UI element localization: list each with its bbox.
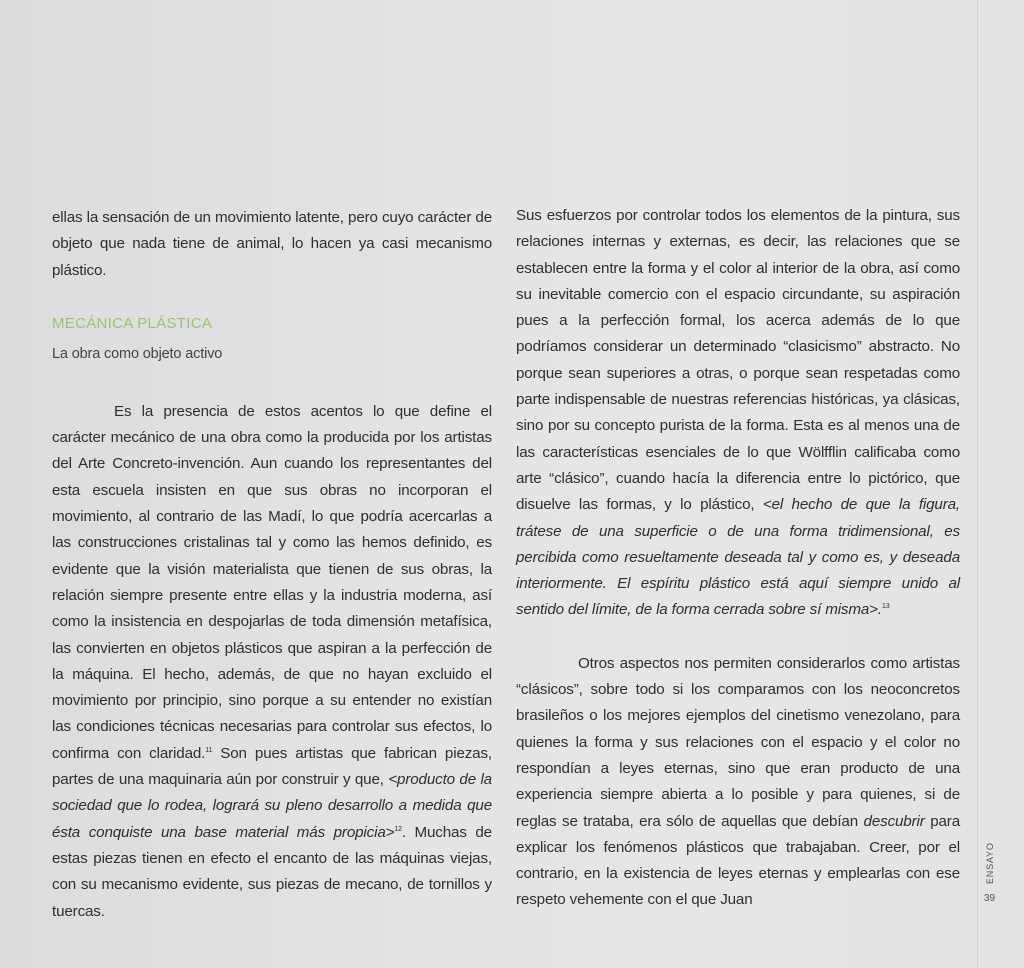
right-p1-text: Sus esfuerzos por controlar todos los elementos de la pintura, sus relaciones internas y externas, es decir, las relaciones que se establecen entre la forma y el color al interior de la obra, así como su inevitable comercio con el espacio circundante, su aspiración pues a la perfección formal, los acerca además de lo que podríamos considerar un determinado “clasicismo” abstracto. No porque sean superiores a otras, o porque sean respetadas como parte indispensable de nuestras referencias históricas, ya clásicas, sino por su concepto purista de la forma. Esta es al menos una de las características esenciales de lo que Wölfflin calificaba como arte “clásico”, cuando hacía la diferencia entre lo pictórico, que disuelve las formas, y lo plástico, (516, 207, 960, 514)
body-text-part2: Son pues artistas que fabrican piezas, partes de una maquinaria aún por construir y que, (52, 744, 492, 789)
right-column (516, 203, 960, 914)
left-column (52, 205, 492, 925)
footnote-ref-13: 13 (881, 603, 890, 611)
intro-paragraph: ellas la sensación de un movimiento latente, pero cuyo carácter de objeto que nada tiene de animal, lo hacen ya casi mecanismo plástico. (52, 209, 492, 279)
body-text-part1: Es la presencia de estos acentos lo que define el carácter mecánico de una obra como la producida por los artistas del Arte Concreto-invención. Aun cuando los representantes del esta escuela insisten en que sus obras no incorporan el movimiento, al contrario de las Madí, lo que podría acercarlas a las construcciones cristalinas tal y como las hemos definido, es evidente que la visión materialista que tienen de sus obras, la relación siempre presente entre ellas y la industria moderna, así como la insistencia en despojarlas de toda dimensión metafísica, las convierten en objetos plásticos que aspiran a la perfección de la máquina. El hecho, además, de que no hayan excluido el movimiento por principio, sino porque a su entender no existían las condiciones técnicas necesarias para controlar sus efectos, lo confirma con claridad. (52, 402, 492, 762)
right-p2-part1: Otros aspectos nos permiten considerarlos como artistas “clásicos”, sobre todo si los comparamos con los neoconcretos brasileños o los mejores ejemplos del cinetismo venezolano, para quienes la forma y sus relaciones con el espacio y el color no respondían a leyes eternas, sino que eran producto de una experiencia siempre abierta a lo posible y para quienes, si de reglas se trataba, era sólo de aquellas que debían (516, 654, 960, 830)
footnote-ref-12: 12 (394, 825, 402, 833)
right-paragraph-2 (516, 651, 960, 914)
body-paragraph (52, 399, 492, 925)
right-p2-part2: para explicar los fenómenos plásticos que trabajaban. Creer, por el contrario, en la existencia de leyes eternas y emplearlas con ese respeto vehemente con el que Juan (516, 812, 960, 909)
page-number: 39 (984, 893, 996, 904)
right-p2-italic: descubrir (863, 812, 925, 830)
footnote-ref-11: 11 (205, 746, 213, 754)
right-p1-quote: <el hecho de que la figura, trátese de una superficie o de una forma tridimensional, es percibida como resueltamente deseada tal y como es, y deseada interiormente. El espíritu plástico está aquí siempre unido al sentido del límite, de la forma cerrada sobre sí misma>. (516, 496, 960, 619)
section-subtitle: La obra como objeto activo (52, 345, 223, 362)
body-text-part3: . Muchas de estas piezas tienen en efecto el encanto de las máquinas viejas, con su mecanismo evidente, sus piezas de mecano, de tornillos y tuercas. (52, 823, 492, 920)
section-side-label: ENSAYO (985, 842, 995, 884)
right-paragraph-1 (516, 203, 960, 624)
body-quote: <producto de la sociedad que lo rodea, logrará su pleno desarrollo a medida que ésta conquiste una base material más propicia> (52, 771, 492, 841)
section-title: MECÁNICA PLÁSTICA (52, 314, 213, 332)
page-edge-divider (977, 0, 978, 968)
